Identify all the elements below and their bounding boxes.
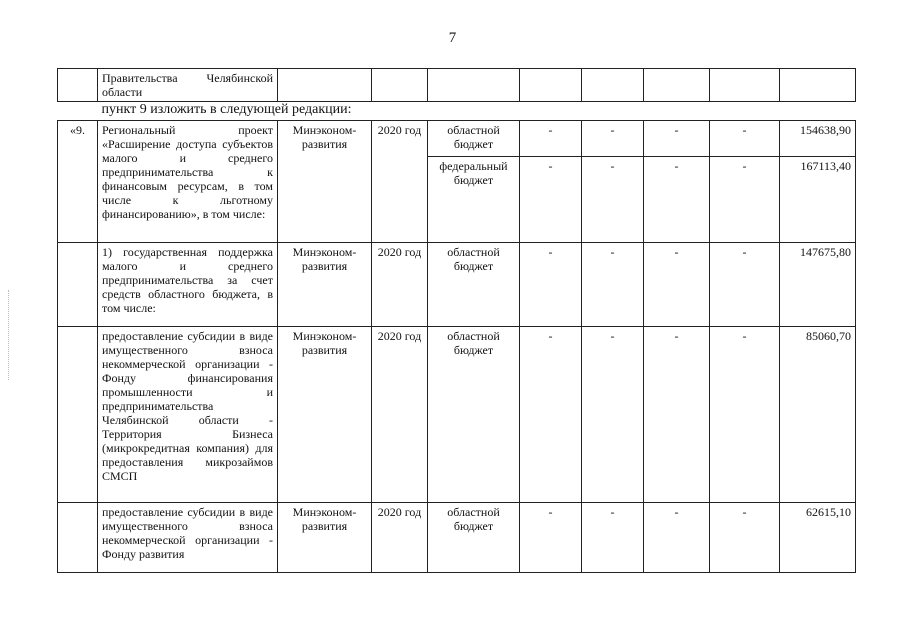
table-row-sub-1 <box>58 243 856 327</box>
cell-value <box>520 69 582 102</box>
cell-year <box>372 69 428 102</box>
cell-number <box>58 503 98 573</box>
cell-total: 154638,90 <box>780 121 856 157</box>
page-number: 7 <box>448 30 457 46</box>
cell-number: «9. <box>58 121 98 243</box>
cell-year: 2020 год <box>372 121 428 243</box>
instruction-row <box>58 102 856 121</box>
cell-value <box>644 69 710 102</box>
cell-number <box>58 243 98 327</box>
cell-value: - <box>582 243 644 327</box>
table-row-sub-3 <box>58 503 856 573</box>
cell-source: областной бюджет <box>428 503 520 573</box>
cell-executor <box>278 69 372 102</box>
cell-source: федеральный бюджет <box>428 157 520 243</box>
cell-value: - <box>520 157 582 243</box>
cell-total <box>780 69 856 102</box>
cell-total: 62615,10 <box>780 503 856 573</box>
cell-value: - <box>644 503 710 573</box>
table-row-continuation <box>58 69 856 102</box>
cell-year: 2020 год <box>372 243 428 327</box>
cell-value: - <box>644 243 710 327</box>
table-row-main-1 <box>58 121 856 157</box>
cell-total: 85060,70 <box>780 327 856 503</box>
cell-total: 167113,40 <box>780 157 856 243</box>
cell-value: - <box>582 121 644 157</box>
cell-value: - <box>582 157 644 243</box>
cell-value: - <box>582 503 644 573</box>
cell-value <box>582 69 644 102</box>
cell-value: - <box>710 121 780 157</box>
cell-source <box>428 69 520 102</box>
instruction-text: пункт 9 изложить в следующей редакции: <box>58 102 856 121</box>
cell-name: предоставление субсидии в виде имущественного взноса некоммерческой организации - Фонду финансирования промышленности и предпринимательства Челябинской области - Территория Бизнеса (микрокредитная компания) для предоставления микрозаймов СМСП <box>98 327 278 503</box>
cell-number <box>58 69 98 102</box>
cell-name: Правительства Челябинской области <box>98 69 278 102</box>
cell-executor: Минэконом-развития <box>278 503 372 573</box>
cell-value <box>710 69 780 102</box>
cell-year: 2020 год <box>372 503 428 573</box>
cell-value: - <box>644 157 710 243</box>
cell-source: областной бюджет <box>428 121 520 157</box>
cell-name: Региональный проект «Расширение доступа субъектов малого и среднего предпринимательства к финансовым ресурсам, в том числе к льготному финансированию», в том числе: <box>98 121 278 243</box>
cell-source: областной бюджет <box>428 243 520 327</box>
cell-executor: Минэконом-развития <box>278 121 372 243</box>
cell-value: - <box>710 327 780 503</box>
cell-name: 1) государственная поддержка малого и среднего предпринимательства за счет средств областного бюджета, в том числе: <box>98 243 278 327</box>
budget-table <box>57 68 856 573</box>
cell-source: областной бюджет <box>428 327 520 503</box>
scan-margin-marks <box>8 290 10 380</box>
cell-value: - <box>710 243 780 327</box>
cell-value: - <box>520 243 582 327</box>
cell-executor: Минэконом-развития <box>278 327 372 503</box>
cell-value: - <box>644 121 710 157</box>
cell-year: 2020 год <box>372 327 428 503</box>
cell-total: 147675,80 <box>780 243 856 327</box>
cell-value: - <box>520 503 582 573</box>
cell-value: - <box>582 327 644 503</box>
table-row-sub-2 <box>58 327 856 503</box>
cell-value: - <box>710 157 780 243</box>
cell-name: предоставление субсидии в виде имущественного взноса некоммерческой организации - Фонду развития <box>98 503 278 573</box>
cell-value: - <box>520 327 582 503</box>
cell-value: - <box>520 121 582 157</box>
cell-value: - <box>644 327 710 503</box>
cell-executor: Минэконом-развития <box>278 243 372 327</box>
cell-value: - <box>710 503 780 573</box>
cell-number <box>58 327 98 503</box>
